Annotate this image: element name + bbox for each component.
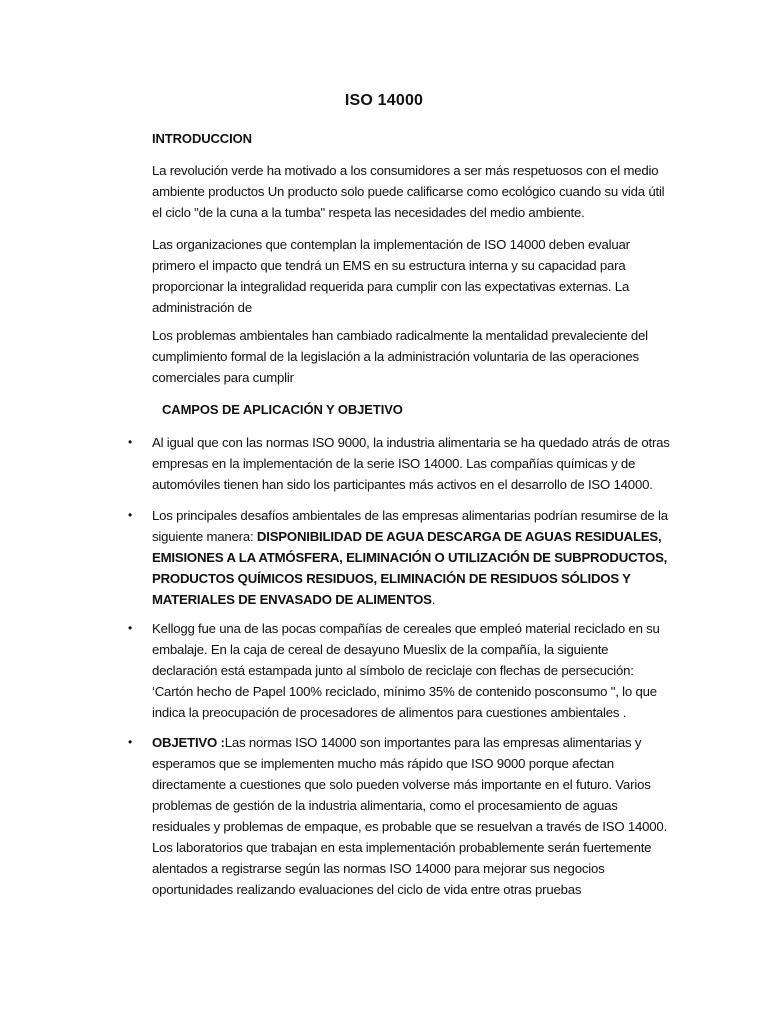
bullet-icon: • <box>128 435 133 449</box>
list-item-text: Al igual que con las normas ISO 9000, la industria alimentaria se ha quedado atrás de otras empresas en la implementación de la serie ISO 14000. Las compañías químicas y de automóviles tienen han sido los participantes más activos en el desarrollo de ISO 14000. <box>152 435 670 492</box>
objective-label: OBJETIVO : <box>152 735 225 750</box>
intro-heading: INTRODUCCION <box>152 131 252 146</box>
paragraph-2: Las organizaciones que contemplan la implementación de ISO 14000 deben evaluar primero el impacto que tendrá un EMS en su estructura interna y su capacidad para proporcionar la integralidad requerida para cumplir con las expectativas externas. La administración de <box>152 237 630 315</box>
list-item <box>128 618 676 723</box>
list-item-intro: Los principales desafíos ambientales de las empresas alimentarias podrían resumirse de la siguiente manera: <box>152 508 668 544</box>
document-title: ISO 14000 <box>344 92 424 109</box>
objective-text: Las normas ISO 14000 son importantes para las empresas alimentarias y esperamos que se implementen mucho más rápido que ISO 9000 porque afectan directamente a cuestiones que solo pueden volverse más importante en el futuro. Varios problemas de gestión de la industria alimentaria, como el procesamiento de aguas residuales y problemas de empaque, es probable que se resuelvan a través de ISO 14000. Los laboratorios que trabajan en esta implementación probablemente serán fuertemente alentados a registrarse según las normas ISO 14000 para mejorar sus negocios oportunidades realizando evaluaciones del ciclo de vida entre otras pruebas <box>152 735 668 897</box>
list-item-text <box>152 505 676 610</box>
list-item-text: Kellogg fue una de las pocas compañías de cereales que empleó material reciclado en su embalaje. En la caja de cereal de desayuno Mueslix de la compañía, la siguiente declaración está estampada junto al símbolo de reciclaje con flechas de persecución: ‘Cartón hecho de Papel 100% reciclado, mínimo 35% de contenido posconsumo ", lo que indica la preocupación de procesadores de alimentos para cuestiones ambientales . <box>152 621 660 720</box>
challenges-bold-list: DISPONIBILIDAD DE AGUA DESCARGA DE AGUAS RESIDUALES, EMISIONES A LA ATMÓSFERA, ELIMINACIÓN O UTILIZACIÓN DE SUBPRODUCTOS, PRODUCTOS QUÍMICOS RESIDUOS, ELIMINACIÓN DE RESIDUOS SÓLIDOS Y MATERIALES DE ENVASADO DE ALIMENTOS <box>152 529 668 607</box>
list-item <box>128 432 676 495</box>
list-item <box>128 732 676 900</box>
section-heading: CAMPOS DE APLICACIÓN Y OBJETIVO <box>162 402 403 417</box>
paragraph-1: La revolución verde ha motivado a los consumidores a ser más respetuosos con el medio ambiente productos Un producto solo puede calificarse como ecológico cuando su vida útil el ciclo "de la cuna a la tumba" respeta las necesidades del medio ambiente. <box>152 163 665 220</box>
bullet-icon: • <box>128 508 133 522</box>
list-item-end: . <box>431 592 436 607</box>
list-item <box>128 505 676 610</box>
paragraph-3: Los problemas ambientales han cambiado radicalmente la mentalidad prevaleciente del cumplimiento formal de la legislación a la administración voluntaria de las operaciones comerciales para cumplir <box>152 328 648 385</box>
bullet-icon: • <box>128 735 133 749</box>
bullet-icon: • <box>128 621 133 635</box>
list-item-text <box>152 732 676 900</box>
